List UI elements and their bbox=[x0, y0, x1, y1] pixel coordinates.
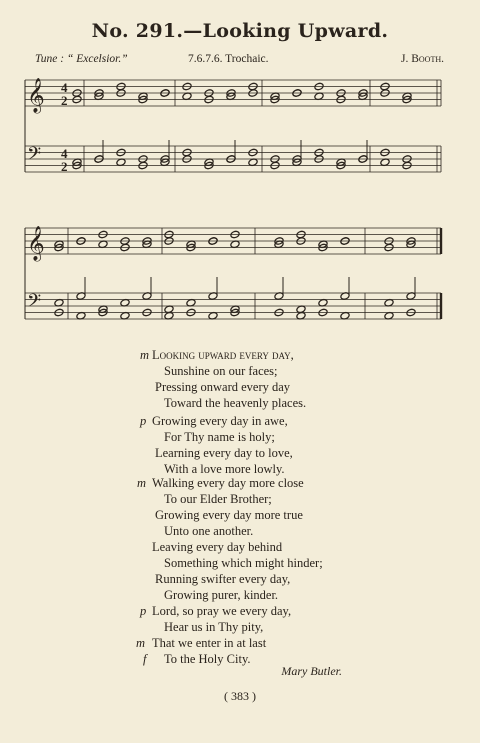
verse-line: Something which might hinder; bbox=[164, 556, 323, 570]
music-score bbox=[0, 0, 480, 340]
verse-line: Sunshine on our faces; bbox=[164, 364, 278, 378]
bass-clef: 𝄢 bbox=[27, 144, 42, 169]
time-signature-bottom: 2 bbox=[61, 159, 68, 174]
verse-line: Pressing onward every day bbox=[155, 380, 291, 394]
time-signature-bottom: 2 bbox=[61, 93, 68, 108]
dynamic-mark: m bbox=[136, 636, 146, 650]
verse-line: Running swifter every day, bbox=[155, 572, 291, 586]
music-system-2 bbox=[25, 226, 441, 320]
page-number: ( 383 ) bbox=[224, 689, 256, 703]
dynamic-mark: f bbox=[143, 652, 147, 666]
verse-line: Walking every day more close bbox=[152, 476, 304, 490]
verse-line: Unto one another. bbox=[164, 524, 254, 538]
composer: J. Booth. bbox=[401, 53, 444, 65]
bass-clef: 𝄢 bbox=[27, 291, 42, 316]
time-signature-top: 4 bbox=[61, 80, 68, 95]
verse-line: To the Holy City. bbox=[164, 652, 251, 666]
verse-line: Toward the heavenly places. bbox=[164, 396, 307, 410]
verse-line: For Thy name is holy; bbox=[164, 430, 275, 444]
verse-line: To our Elder Brother; bbox=[164, 492, 272, 506]
treble-clef: 𝄞 bbox=[27, 78, 45, 113]
verse-line: That we enter in at last bbox=[152, 636, 267, 650]
verse-line: Looking upward every day, bbox=[152, 348, 294, 362]
hymn-title: No. 291.—Looking Upward. bbox=[91, 20, 389, 42]
dynamic-mark: p bbox=[140, 414, 147, 428]
verse-line: Learning every day to love, bbox=[155, 446, 293, 460]
verse-line: Leaving every day behind bbox=[152, 540, 283, 554]
tune-name: Tune : “ Excelsior.” bbox=[35, 53, 128, 65]
music-system-1 bbox=[25, 78, 441, 174]
verse-line: Hear us in Thy pity, bbox=[164, 620, 264, 634]
metre: 7.6.7.6. Trochaic. bbox=[188, 53, 269, 65]
verse-line: Growing purer, kinder. bbox=[164, 588, 279, 602]
dynamic-mark: m bbox=[140, 348, 150, 362]
dynamic-mark: p bbox=[140, 604, 147, 618]
author: Mary Butler. bbox=[281, 664, 342, 678]
verse-line: Growing every day more true bbox=[155, 508, 303, 522]
treble-clef: 𝄞 bbox=[27, 226, 45, 261]
time-signature-top: 4 bbox=[61, 146, 68, 161]
verse-line: Growing every day in awe, bbox=[152, 414, 288, 428]
verse-line: Lord, so pray we every day, bbox=[152, 604, 292, 618]
dynamic-mark: m bbox=[137, 476, 147, 490]
verse-line: With a love more lowly. bbox=[164, 462, 285, 476]
